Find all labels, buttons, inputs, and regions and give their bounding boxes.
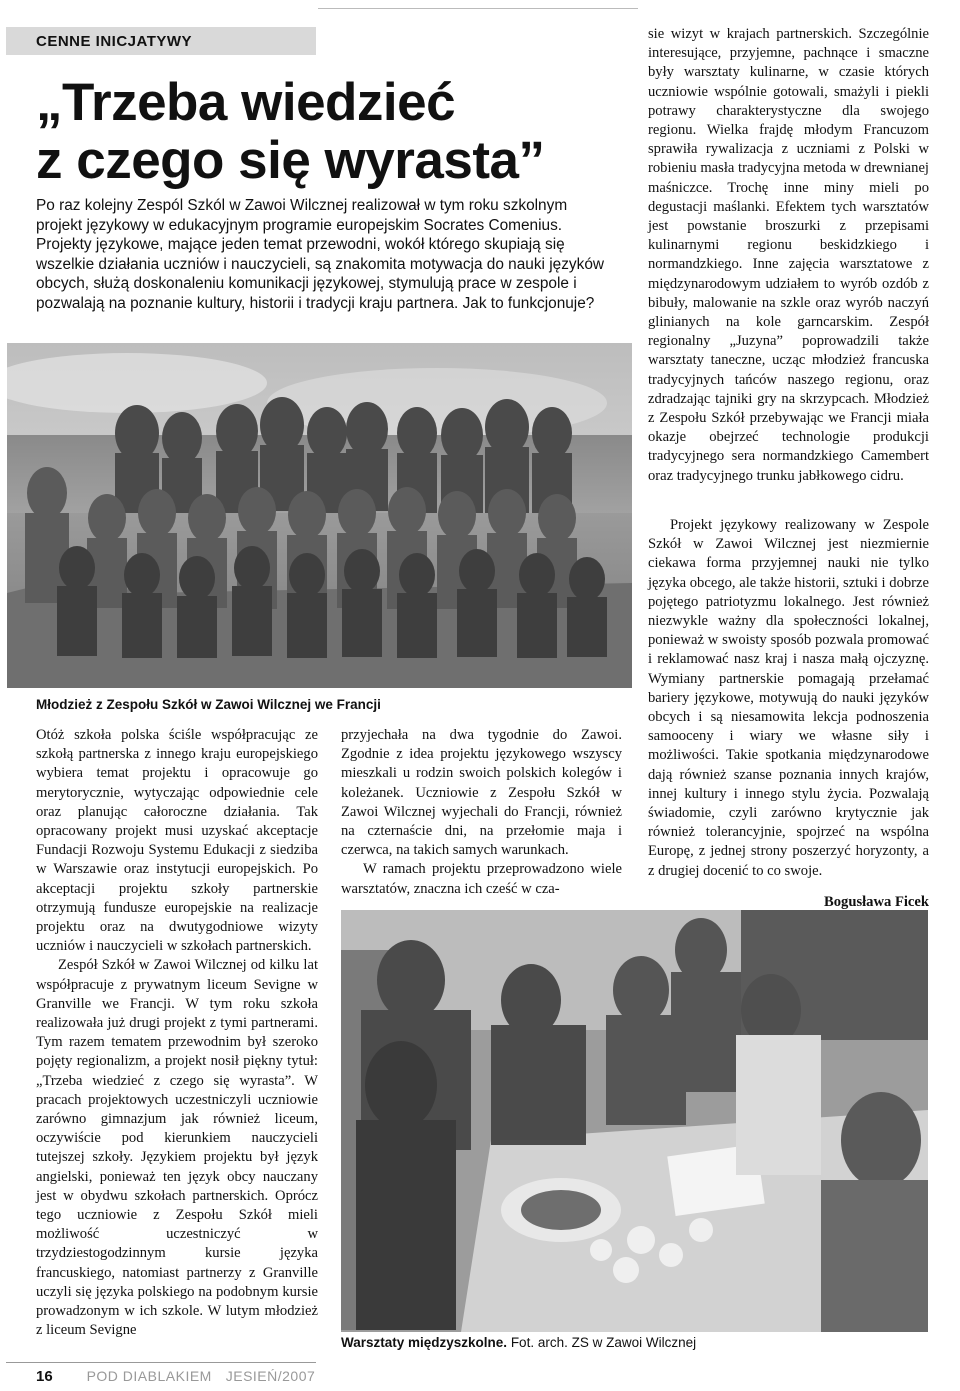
page-number: 16 [36, 1368, 53, 1385]
magazine-title: POD DIABLAKIEM [86, 1368, 212, 1384]
lead-line: obcych, służą doskonaleniu komunikacji językowej, stymulują prace w zespole i [36, 275, 577, 293]
group-photo [7, 343, 632, 688]
lead-line: projekt językowy w edukacyjnym programie europejskim Socrates Comenius. [36, 216, 563, 234]
issue-label: JESIEŃ/2007 [225, 1368, 316, 1384]
headline-line-1: „Trzeba wiedzieć [36, 73, 456, 132]
top-rule [318, 8, 638, 9]
paragraph: sie wizyt w krajach partnerskich. Szczególnie interesujące, przyjemne, pachnące i smaczne były warsztaty kulinarne, w czasie których uczniowie wspólnie gotowali, smażyli i piekli potrawy charakterystyczne dla swojego regionu. Wielka frajdę młodym Francuzom sprawiła rywalizacja z uczniami z Polski w robieniu masła tradycyjna metoda w drewnianej maśniczce. Trochę inne miny mieli po degustacji maślanki. Efektem tych warsztatów jest powstanie broszurki z przepisami kulinarnymi regionu beskidzkiego i normandzkiego. Inne zajęcia warsztatowe z międzynarodowym udziałem to wyrób ozdób z bibuły, malowanie na szkle oraz wyrób naczyń glinianych na kole garncarskim. Zespół regionalny „Juzyna” poprowadzili także warsztaty taneczne, ucząc młodzież francuska tradycyjnych tańców naszego regionu, oraz zdradzając tajniki gry na skrzypcach. Młodzież z Zespołu Szkół przebywając we Francji miała okazje obejrzeć technologie produkcji tradycyjnego sera normandzkiego Camembert oraz tradycyjnego trunku jabłkowego cidru. [648, 26, 929, 484]
author-byline: Bogusława Ficek [824, 894, 929, 910]
workshop-photo [341, 910, 928, 1332]
group-photo-caption: Młodzież z Zespołu Szkół w Zawoi Wilcznej we Francji [36, 697, 381, 712]
article-column-1 [36, 726, 318, 1341]
lead-line: Po raz kolejny Zespól Szkól w Zawoi Wilcznej realizował w tym roku szkolnym [36, 197, 568, 214]
section-label: CENNE INICJATYWY [6, 27, 316, 55]
workshop-photo-image [341, 910, 928, 1332]
lead-line: wszelkie działania uczniów i nauczycieli, są znakomita motywacja do nauki języków [36, 255, 604, 273]
paragraph: Otóż szkoła polska ściśle współpracując ze szkołą partnerska z innego kraju europejskiego wybiera temat projektu i opracowuje go merytorycznie, wytyczając odpowiednie cele oraz planując całoroczne działania. Tak opracowany projekt musi uzyskać akceptacje Fundacji Rozwoju Systemu Edukacji z siedziba w Warszawie oraz instytucji europejskich. Po akceptacji projektu szkoły partnerskie otrzymują fundusze europejskie na realizacje projektu oraz na dwutygodniowe wizyty uczniów i nauczycieli w szkołach partnerskich. [36, 727, 318, 955]
group-photo-image [7, 343, 632, 688]
lead-line: Projekty językowe, mające jeden temat przewodni, wokół którego skupiają się [36, 236, 565, 254]
article-lead [36, 196, 626, 314]
footer-rule [6, 1362, 316, 1363]
workshop-photo-caption [341, 1335, 931, 1350]
paragraph: W ramach projektu przeprowadzono wiele warsztatów, znaczna ich cześć w cza- [341, 861, 622, 897]
caption-title: Warsztaty międzyszkolne. [341, 1335, 508, 1350]
article-column-2 [341, 726, 622, 899]
article-headline [36, 74, 636, 190]
article-column-3 [648, 25, 929, 486]
headline-line-2: z czego się wyrasta” [36, 131, 545, 190]
article-column-3-continued [648, 516, 929, 881]
paragraph: przyjechała na dwa tygodnie do Zawoi. Zgodnie z idea projektu językowego wszyscy mieszkali u rodzin swoich polskich kolegów i koleżanek. Uczniowie z Zespołu Szkół w Zawoi Wilcznej wyjechali do Francji, również na czternaście dni, na przełomie maja i czerwca, na takich samych warunkach. [341, 727, 622, 859]
lead-line: pozwalają na poznanie kultury, historii i tradycji kraju partnera. Jak to funkcjonuje? [36, 294, 595, 312]
caption-credit: Fot. arch. ZS w Zawoi Wilcznej [507, 1335, 697, 1350]
paragraph: Projekt językowy realizowany w Zespole Szkół w Zawoi Wilcznej jest niezmiernie ciekawa forma przyjemnej nauki nie tylko języka obcego, ale także historii, sztuki i dobrze pojętego patriotyzmu lokalnego. Jest również niezwykle ważny dla społeczności lokalnej, ponieważ w swoisty sposób pozwala promować i reklamować nasz kraj i nasza małą ojczyznę. Wymiany partnerskie pomagają przełamać bariery językowe, motywują do nauki języków obcych i są niesamowita lekcja podnoszenia samooceny i wiary we własne siły i możliwości. Takie spotkania międzynarodowe dają również szanse poznania innych krajów, innej kultury i innego stylu życia. Pozwalają świadomie, czyli zarówno krytycznie jak również tolerancyjnie, spojrzeć na wspólna Europę, z jednej strony poszerzyć horyzonty, a z drugiej docenić to co swoje. [648, 517, 929, 879]
paragraph: Zespół Szkół w Zawoi Wilcznej od kilku lat współpracuje z prywatnym liceum Sevigne w Granville we Francji. W tym roku szkoła realizowała już drugi projekt z tymi partnerami. Tym razem tematem przewodnim był szeroko pojęty regionalizm, a projekt nosił piękny tytuł: „Trzeba wiedzieć z czego się wyrasta”. W pracach projektowych uczestniczyli uczniowie zarówno gimnazjum jak również liceum, oczywiście pod kierunkiem nauczycieli tutejszej szkoły. Językiem projektu był język angielski, ponieważ ten język obcy nauczany jest w obydwu szkołach partnerskich. Oprócz tego uczniowie z Zespołu Szkół mieli możliwość uczestniczyć w trzydziestogodzinnym kursie języka francuskiego, natomiast partnerzy z Granville uczyli się języka polskiego na podobnym kursie prowadzonym w ich szkole. W lutym młodzież z liceum Sevigne [36, 957, 318, 1339]
page-footer [36, 1368, 336, 1390]
